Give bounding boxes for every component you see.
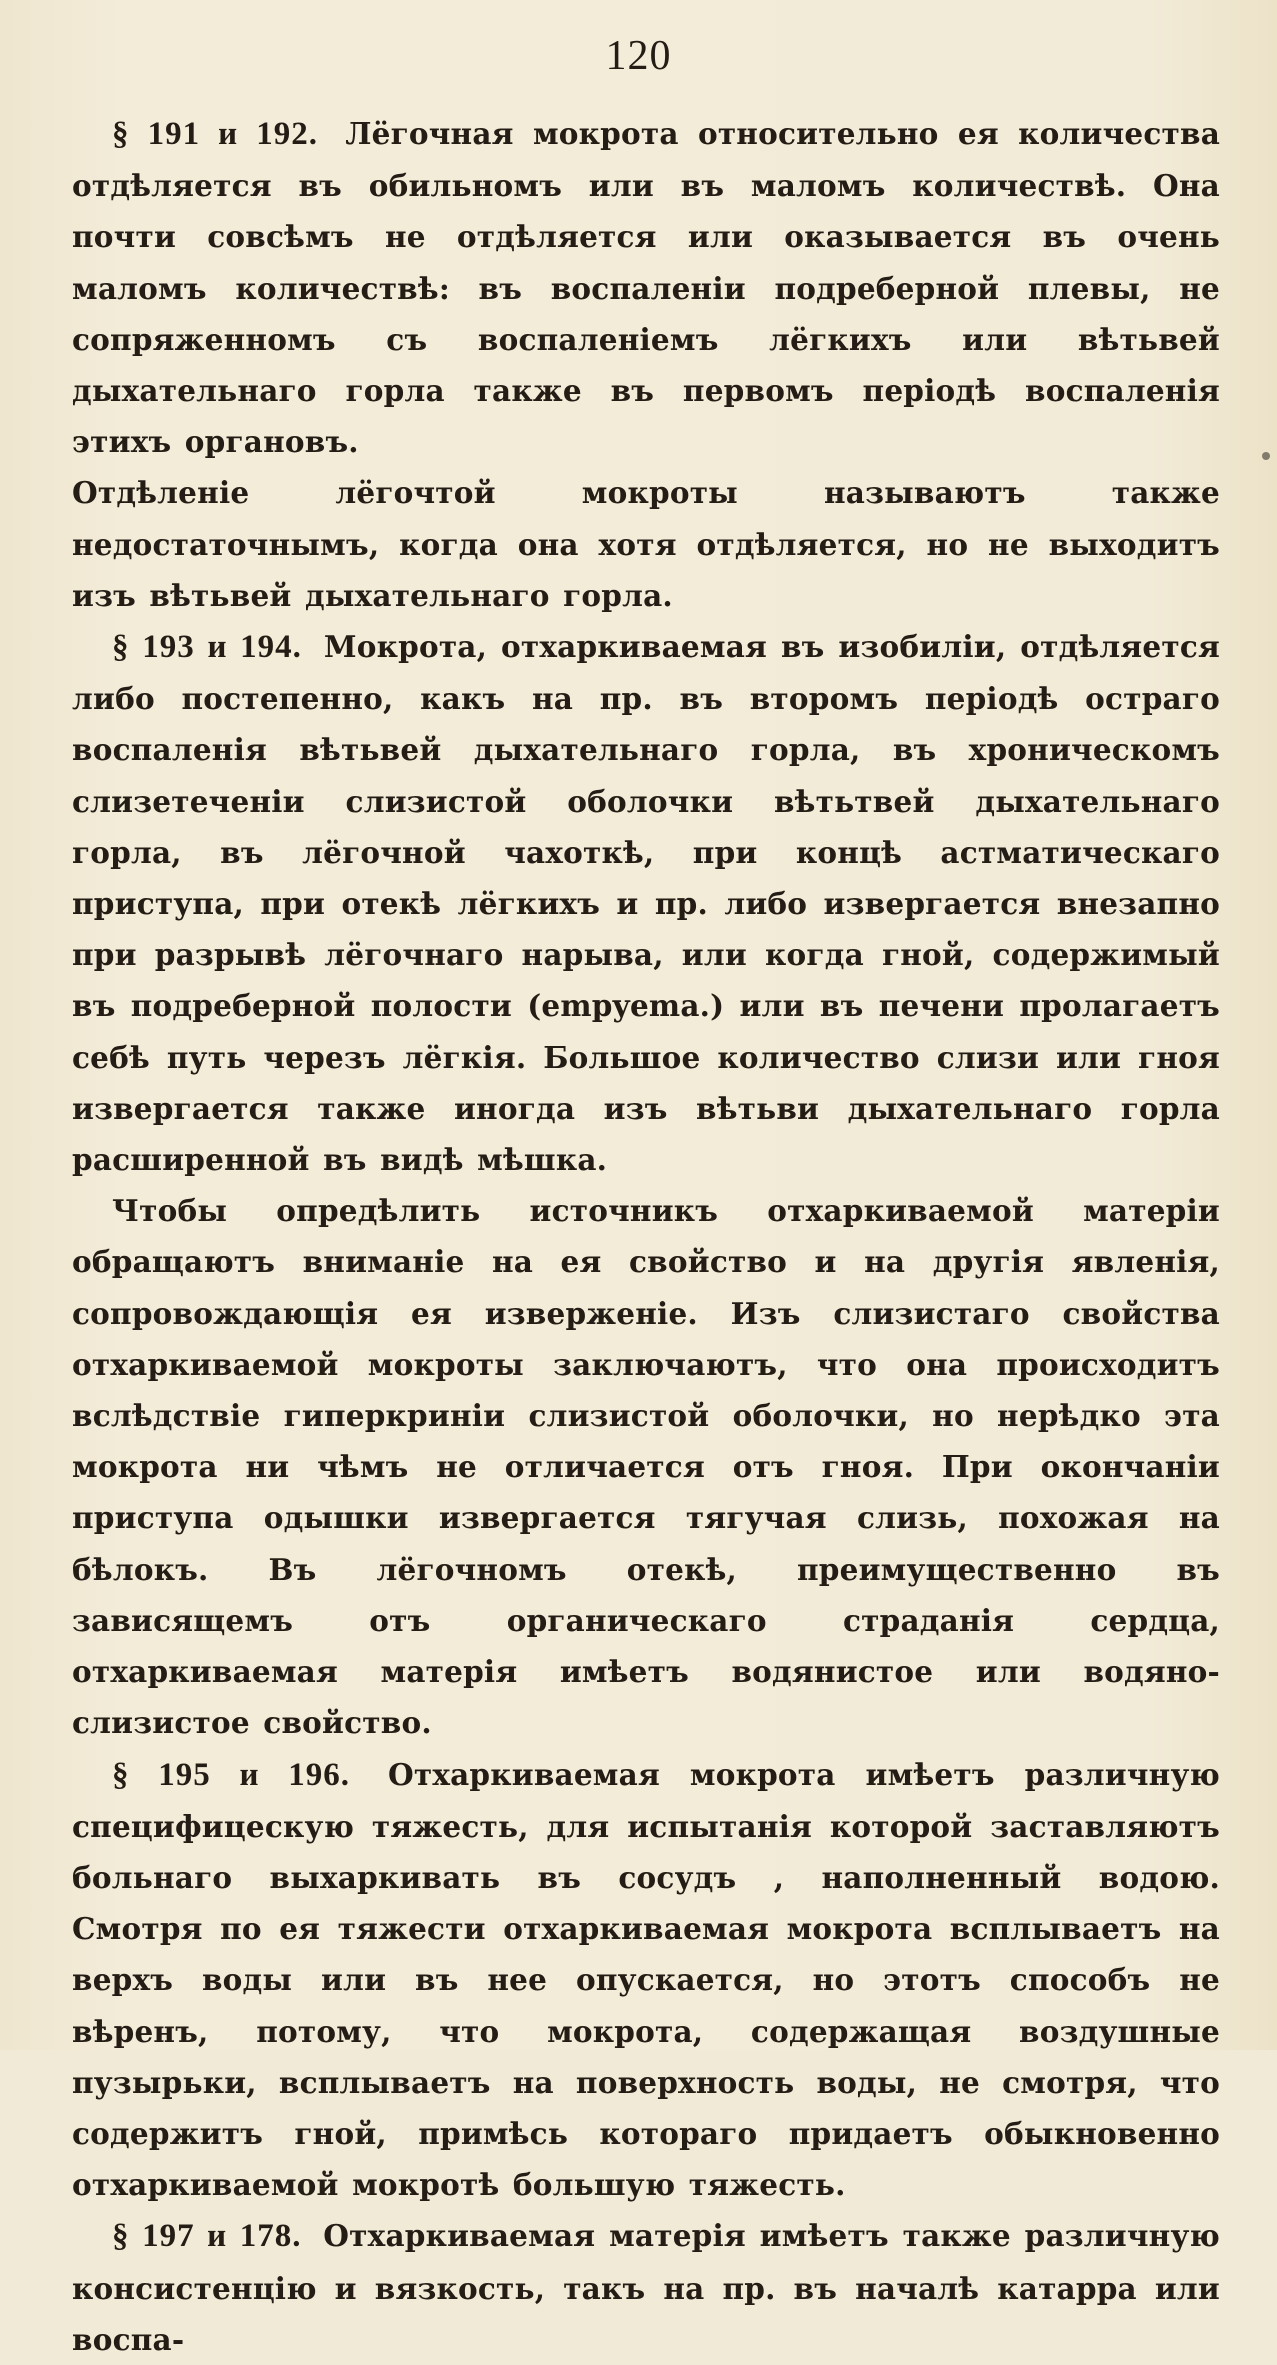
paragraph-continuation-2: [72, 1185, 1220, 1748]
section-mark: § 197 и 178.: [112, 2218, 302, 2255]
paragraph-195-196: [72, 1749, 1220, 2211]
section-mark: § 195 и 196.: [112, 1756, 350, 1793]
page-number: 120: [605, 33, 672, 79]
paragraph-191-192: [72, 108, 1220, 467]
paragraph-text: Чтобы опредѣлить источникъ отхаркиваемой матеріи обращаютъ вниманіе на ея свойство и на другія явленія, сопровождающія ея изверженіе. Изъ слизистаго свойства отхаркиваемой мокроты заключаютъ, что она происходитъ вслѣдствіе гиперкриніи слизистой оболочки, но нерѣдко эта мокрота ни чѣмъ не отличается отъ гноя. При окончаніи приступа одышки извергается тягучая слизь, похожая на бѣлокъ. Въ лёгочномъ отекѣ, преимущественно въ зависящемъ отъ органическаго страданія сердца, отхаркиваемая матерія имѣетъ водянистое или водяно-слизистое свойство.: [72, 1193, 1220, 1741]
paragraph-text: Отдѣленіе лёгочтой мокроты называютъ также недостаточнымъ, когда она хотя отдѣляется, но не выходитъ изъ вѣтьвей дыхательнаго горла.: [72, 475, 1220, 613]
paragraph-197-178: [72, 2210, 1220, 2365]
body-text: [72, 108, 1220, 2365]
paragraph-continuation-1: [72, 467, 1220, 621]
paragraph-text: Отхаркиваемая матерія имѣетъ также различную консистенцію и вязкость, такъ на пр. въ началѣ катарра или воспа-: [72, 2218, 1220, 2357]
section-mark: § 193 и 194.: [112, 629, 302, 666]
paragraph-text: Отхаркиваемая мокрота имѣетъ различную специфицескую тяжесть, для испытанія которой заставляютъ больнаго выхаркивать въ сосудъ , наполненный водою. Смотря по ея тяжести отхаркиваемая мокрота всплываетъ на верхъ воды или въ нее опускается, но этотъ способъ не вѣренъ, потому, что мокрота, содержащая воздушные пузырьки, всплываетъ на поверхность воды, не смотря, что содержитъ гной, примѣсь котораго придаетъ обыкновенно отхаркиваемой мокротѣ большую тяжесть.: [72, 1756, 1221, 2203]
section-mark: § 191 и 192.: [112, 116, 319, 152]
paragraph-193-194: [72, 621, 1220, 1185]
paragraph-text: Лёгочная мокрота относительно ея количества отдѣляется въ обильномъ или въ маломъ количествѣ. Она почти совсѣмъ не отдѣляется или оказывается въ очень маломъ количествѣ: въ воспаленіи подреберной плевы, не сопряженномъ съ воспаленіемъ лёгкихъ или вѣтьвей дыхательнаго горла также въ первомъ періодѣ воспаленія этихъ органовъ.: [72, 116, 1221, 460]
ink-spot: [1262, 452, 1270, 460]
paragraph-text: Мокрота, отхаркиваемая въ изобиліи, отдѣляется либо постепенно, какъ на пр. въ второмъ періодѣ остраго воспаленія вѣтьвей дыхательнаго горла, въ хроническомъ слизетеченіи слизистой оболочки вѣтьтвей дыхательнаго горла, въ лёгочной чахоткѣ, при концѣ астматическаго приступа, при отекѣ лёгкихъ и пр. либо извергается внезапно при разрывѣ лёгочнаго нарыва, или когда гной, содержимый въ подреберной полости (empyema.) или въ печени пролагаетъ себѣ путь черезъ лёгкія. Большое количество слизи или гноя извергается также иногда изъ вѣтьви дыхательнаго горла расширенной въ видѣ мѣшка.: [72, 629, 1221, 1178]
